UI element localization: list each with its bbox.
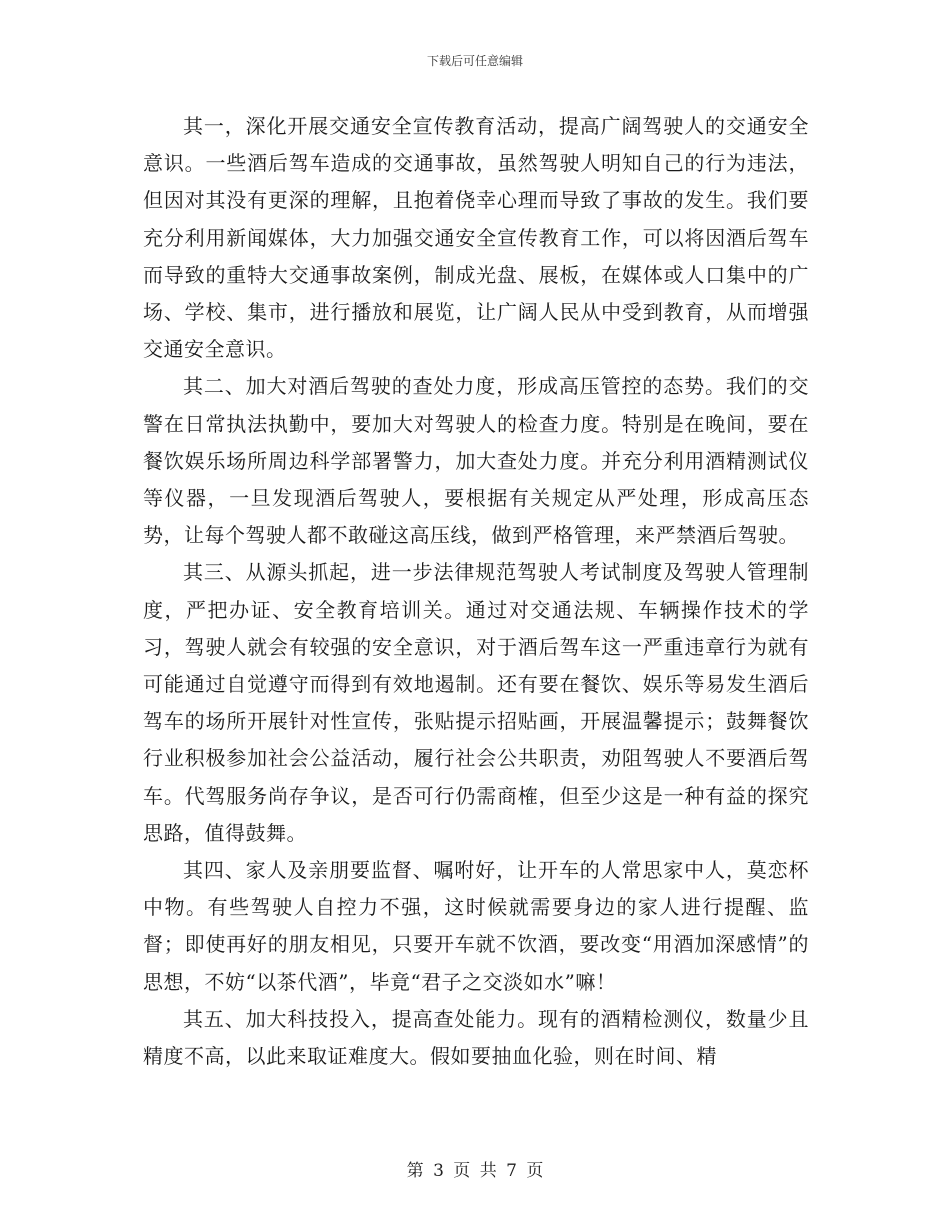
page-header-note: 下载后可任意编辑: [426, 54, 523, 68]
page-number-footer: 第 3 页 共 7 页: [406, 1161, 544, 1181]
paragraph-2: 其二、加大对酒后驾驶的查处力度，形成高压管控的态势。我们的交警在日常执法执勤中，要加大对驾驶人的检查力度。特别是在晚间，要在餐饮娱乐场所周边科学部署警力，加大查处力度。并充分利用酒精测试仪等仪器，一旦发现酒后驾驶人，要根据有关规定从严处理，形成高压态势，让每个驾驶人都不敢碰这高压线，做到严格管理，来严禁酒后驾驶。: [143, 374, 809, 548]
paragraph-5: 其五、加大科技投入，提高查处能力。现有的酒精检测仪，数量少且精度不高，以此来取证难度大。假如要抽血化验，则在时间、精: [143, 1006, 809, 1069]
paragraph-3: 其三、从源头抓起，进一步法律规范驾驶人考试制度及驾驶人管理制度，严把办证、安全教育培训关。通过对交通法规、车辆操作技术的学习，驾驶人就会有较强的安全意识，对于酒后驾车这一严重违章行为就有可能通过自觉遵守而得到有效地遏制。还有要在餐饮、娱乐等易发生酒后驾车的场所开展针对性宣传，张贴提示招贴画，开展温馨提示；鼓舞餐饮行业积极参加社会公益活动，履行社会公共职责，劝阻驾驶人不要酒后驾车。代驾服务尚存争议，是否可行仍需商榷，但至少这是一种有益的探究思路，值得鼓舞。: [143, 560, 809, 845]
document-body: [143, 108, 809, 1075]
paragraph-1: 其一，深化开展交通安全宣传教育活动，提高广阔驾驶人的交通安全意识。一些酒后驾车造成的交通事故，虽然驾驶人明知自己的行为违法，但因对其没有更深的理解，且抱着侥幸心理而导致了事故的发生。我们要充分利用新闻媒体，大力加强交通安全宣传教育工作，可以将因酒后驾车而导致的重特大交通事故案例，制成光盘、展板，在媒体或人口集中的广场、学校、集市，进行播放和展览，让广阔人民从中受到教育，从而增强交通安全意识。: [143, 114, 809, 362]
paragraph-4: 其四、家人及亲朋要监督、嘱咐好，让开车的人常思家中人，莫恋杯中物。有些驾驶人自控力不强，这时候就需要身边的家人进行提醒、监督；即使再好的朋友相见，只要开车就不饮酒，要改变“用酒加深感情”的思想，不妨“以茶代酒”，毕竟“君子之交淡如水”嘛！: [143, 858, 809, 994]
